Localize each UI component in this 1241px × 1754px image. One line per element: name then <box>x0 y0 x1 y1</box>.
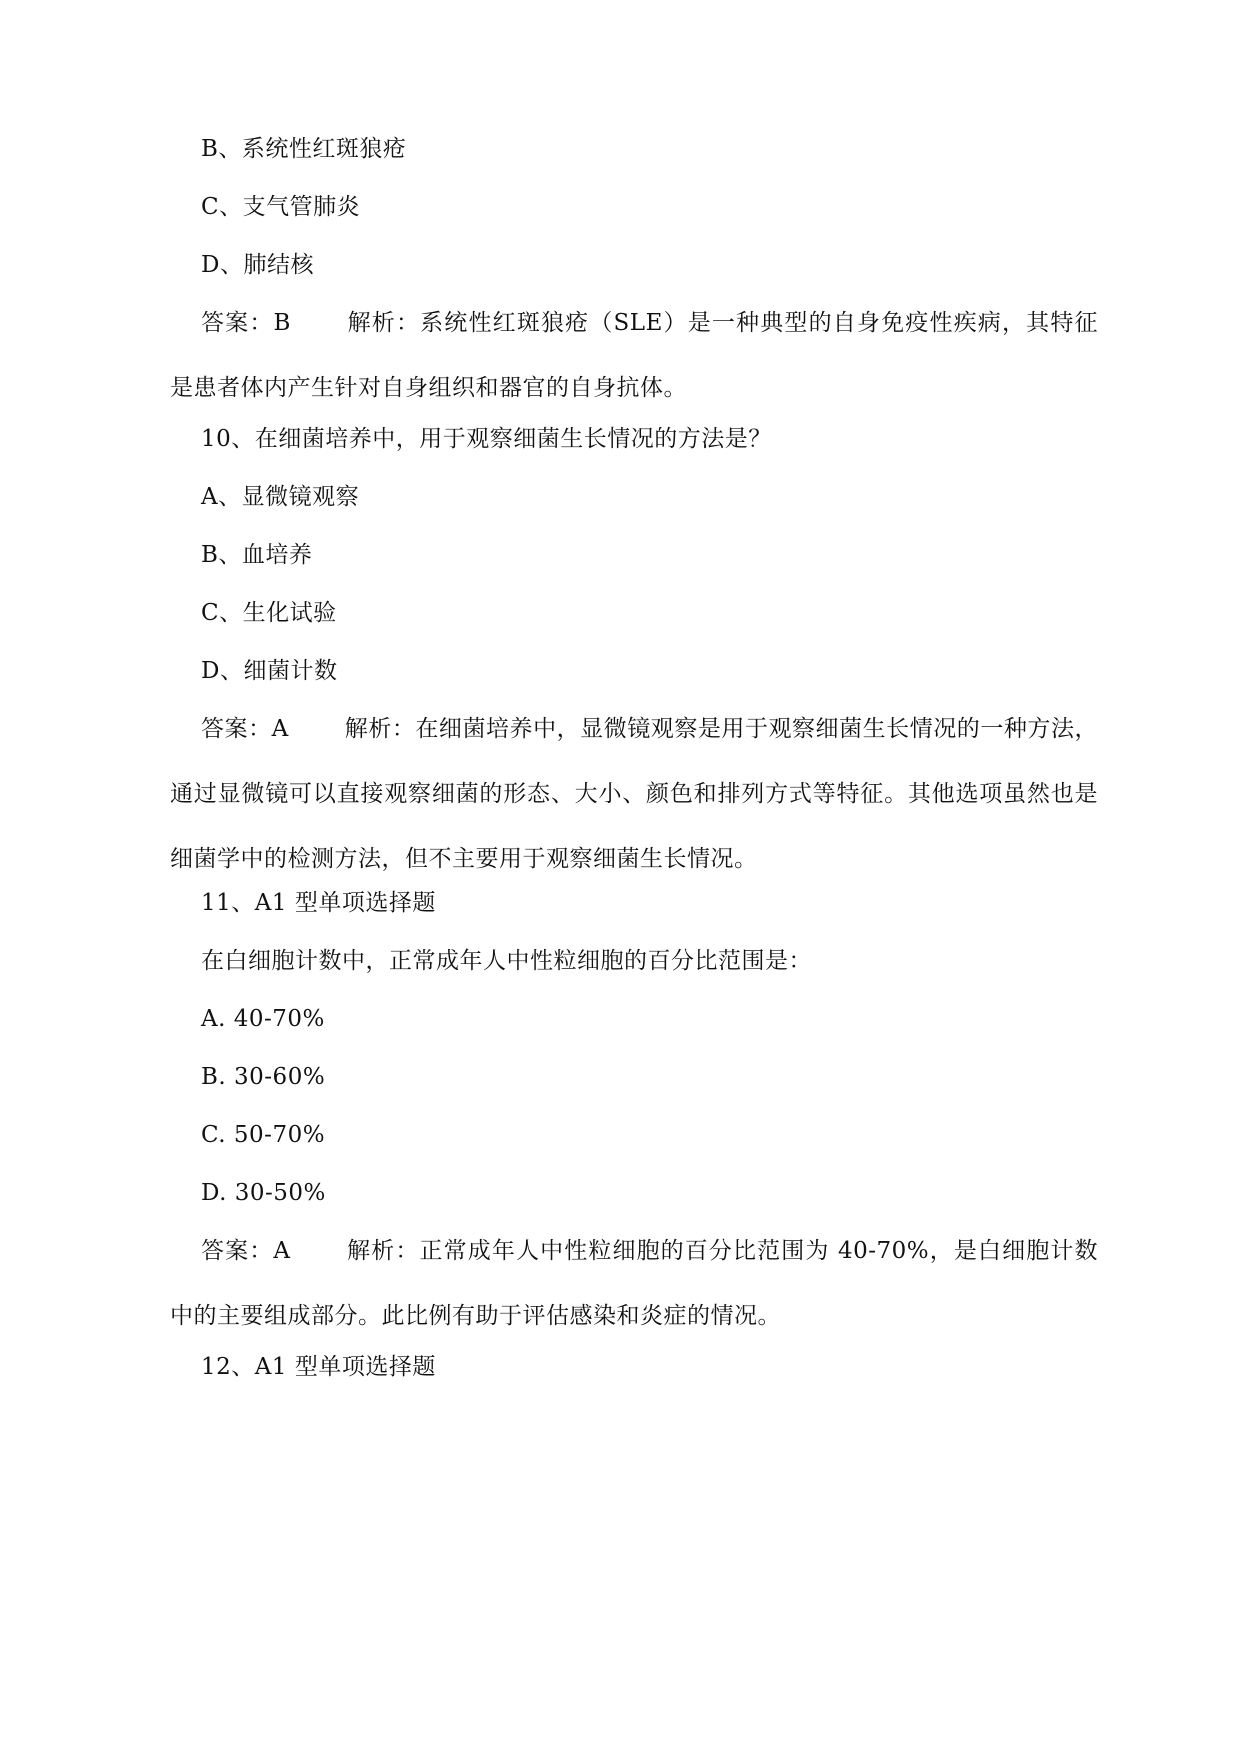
q10-question: 10、在细菌培养中，用于观察细菌生长情况的方法是？ <box>201 426 772 452</box>
q10-option-d: D、细菌计数 <box>201 658 338 684</box>
q10-answer: 答案：A <box>201 716 289 742</box>
q12-heading: 12、A1 型单项选择题 <box>201 1354 436 1380</box>
q11-heading: 11、A1 型单项选择题 <box>201 890 436 916</box>
q9-option-c: C、支气管肺炎 <box>201 194 361 220</box>
q10-option-c: C、生化试验 <box>201 600 337 626</box>
q9-option-d: D、肺结核 <box>201 252 314 278</box>
q11-option-a: A. 40-70% <box>201 1006 325 1032</box>
q9-option-b: B、系统性红斑狼疮 <box>201 136 407 162</box>
q11-answer: 答案：A <box>201 1238 291 1264</box>
q11-option-b: B. 30-60% <box>201 1064 326 1090</box>
q9-answer: 答案：B <box>201 310 291 336</box>
q11-answer-paragraph <box>170 1219 1098 1349</box>
q11-analysis: 解析：正常成年人中性粒细胞的百分比范围为 40-70%，是白细胞计数中的主要组成部分。此比例有助于评估感染和炎症的情况。 <box>170 1238 1098 1329</box>
q11-question: 在白细胞计数中，正常成年人中性粒细胞的百分比范围是： <box>201 948 812 974</box>
q11-option-d: D. 30-50% <box>201 1180 326 1206</box>
q10-option-a: A、显微镜观察 <box>201 484 360 510</box>
q10-analysis: 解析：在细菌培养中，显微镜观察是用于观察细菌生长情况的一种方法，通过显微镜可以直接观察细菌的形态、大小、颜色和排列方式等特征。其他选项虽然也是细菌学中的检测方法，但不主要用于观察细菌生长情况。 <box>170 716 1098 872</box>
q10-answer-paragraph <box>170 697 1098 892</box>
q10-option-b: B、血培养 <box>201 542 313 568</box>
q9-analysis: 解析：系统性红斑狼疮（SLE）是一种典型的自身免疫性疾病，其特征是患者体内产生针对自身组织和器官的自身抗体。 <box>170 310 1098 401</box>
q11-option-c: C. 50-70% <box>201 1122 326 1148</box>
q9-answer-paragraph <box>170 291 1098 421</box>
